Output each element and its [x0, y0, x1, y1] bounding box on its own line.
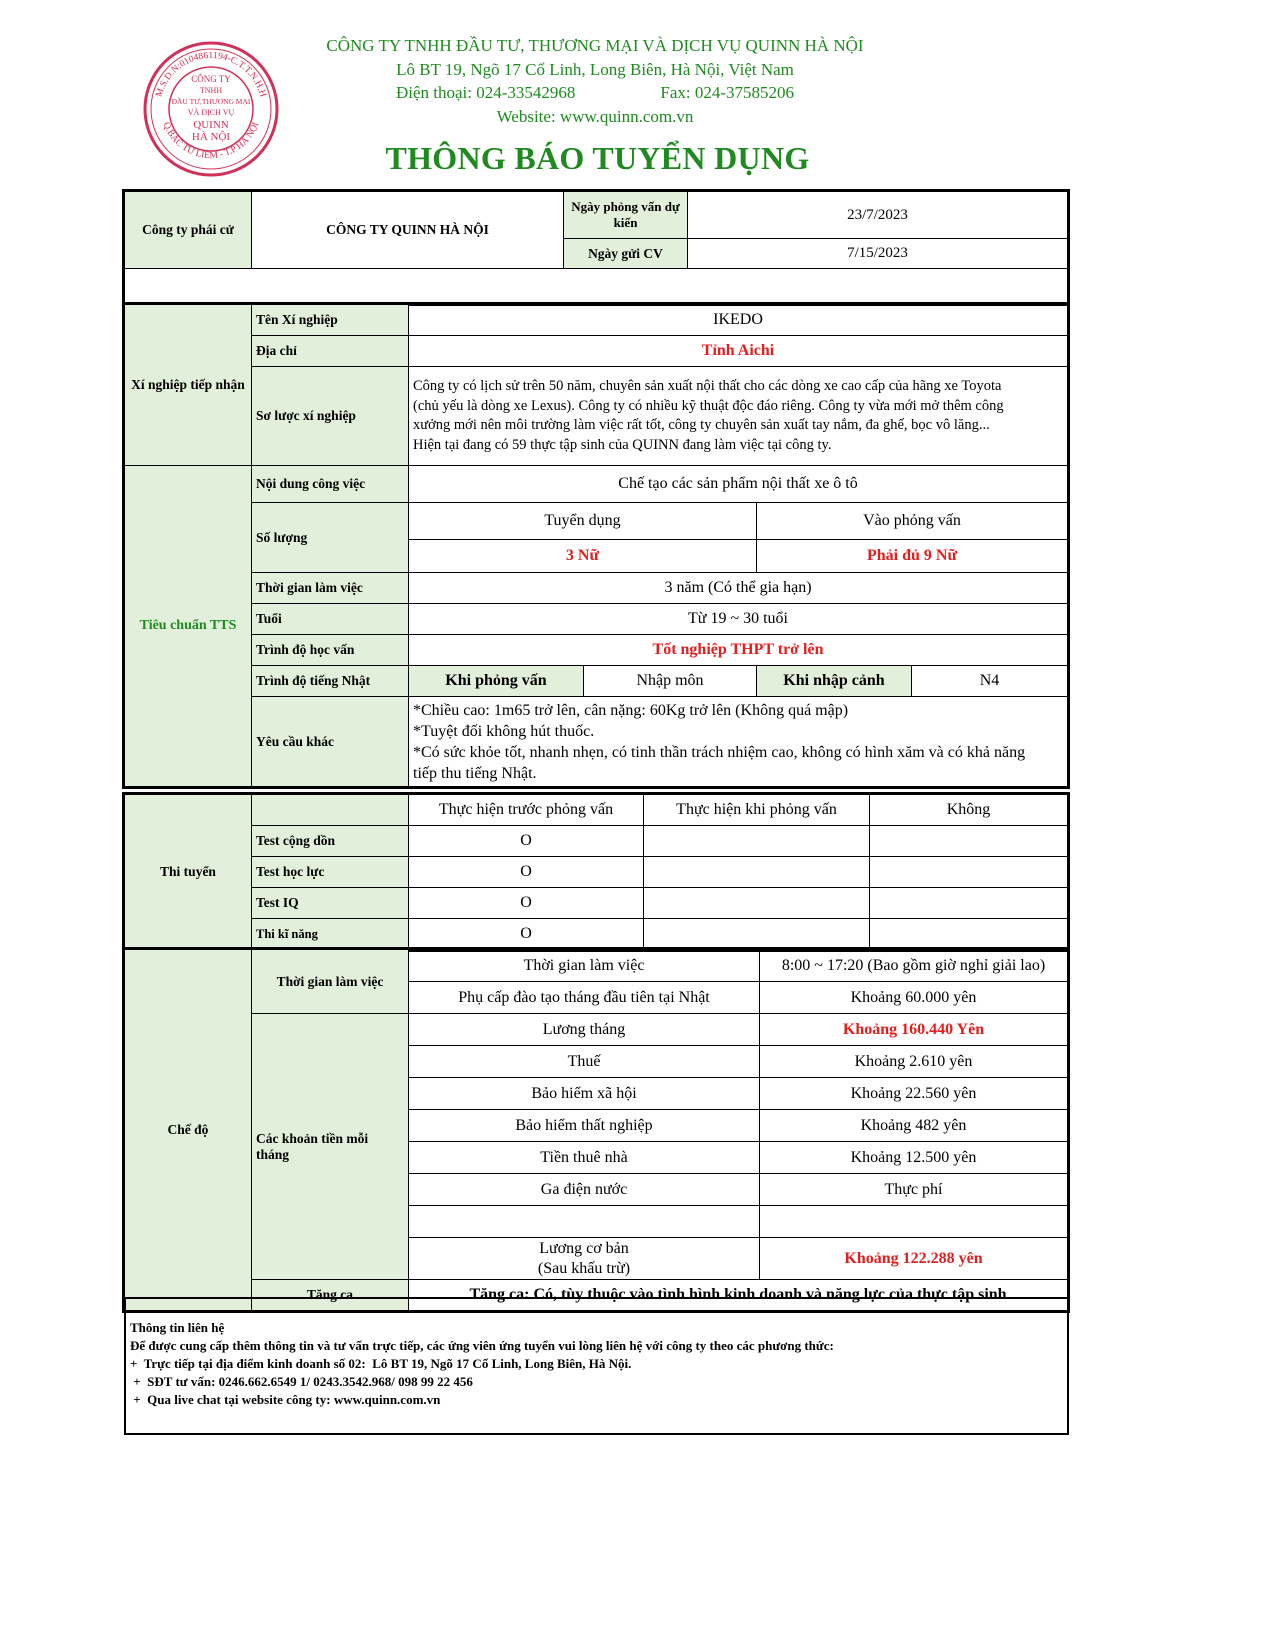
- net-salary-label: [409, 1238, 760, 1280]
- company-header: [280, 34, 910, 128]
- exam-row-label: Test học lực: [252, 857, 409, 888]
- jp-entry-value: N4: [912, 666, 1068, 697]
- stamp-ring-text: M.S.D.N:0104861194-C.T.T.N.H.H: [154, 50, 268, 99]
- work-time-section-label: Thời gian làm việc: [252, 950, 409, 1014]
- enterprise-table: [124, 304, 1068, 787]
- deduction-value: [760, 1206, 1068, 1238]
- stamp-bottom-text: Q.BẮC TỪ LIÊM - T.P HÀ NỘI: [160, 120, 262, 162]
- summary-line: Công ty có lịch sử trên 50 năm, chuyên sản xuất nội thất cho các dòng xe cao cấp của hãng xe Toyota: [413, 378, 1002, 394]
- exam-header-blank: [252, 795, 409, 826]
- company-address: Lô BT 19, Ngõ 17 Cổ Linh, Long Biên, Hà Nội, Việt Nam: [396, 59, 794, 79]
- cv-date: 7/15/2023: [688, 239, 1068, 269]
- enterprise-name-label: Tên Xí nghiệp: [252, 305, 409, 336]
- contact-line: + Trực tiếp tại địa điểm kinh doanh số 02: Lô BT 19, Ngõ 17 Cổ Linh, Long Biên, Hà Nội.: [130, 1356, 632, 1371]
- exam-row-label: Thi kĩ năng: [252, 919, 409, 950]
- stamp-line: ĐẦU TƯ,THƯƠNG MẠI: [171, 97, 251, 106]
- net-salary-value: Khoảng 122.288 yên: [760, 1238, 1068, 1280]
- recruit-label: Tuyển dụng: [409, 503, 757, 540]
- japanese-label: Trình độ tiếng Nhật: [252, 666, 409, 697]
- exam-section-label: Thi tuyển: [125, 795, 252, 950]
- cv-date-label: Ngày gửi CV: [564, 239, 688, 269]
- enterprise-name: IKEDO: [409, 305, 1068, 336]
- exam-col-during: Thực hiện khi phỏng vấn: [644, 795, 870, 826]
- job-label: Nội dung công việc: [252, 466, 409, 503]
- company-phone-fax: [280, 81, 910, 105]
- overtime-label: Tăng ca: [252, 1280, 409, 1311]
- contact-title: Thông tin liên hệ: [130, 1320, 225, 1335]
- jp-interview-label: Khi phỏng vấn: [409, 666, 584, 697]
- deduction-label: Bảo hiểm xã hội: [409, 1078, 760, 1110]
- exam-col-before: Thực hiện trước phỏng vấn: [409, 795, 644, 826]
- exam-table: [124, 794, 1068, 950]
- exam-cell: O: [409, 826, 644, 857]
- stamp-line: TNHH: [199, 86, 223, 95]
- exam-cell: [870, 919, 1068, 950]
- deduction-value: Khoảng 22.560 yên: [760, 1078, 1068, 1110]
- deduction-label: Tiền thuê nhà: [409, 1142, 760, 1174]
- exam-cell: [870, 857, 1068, 888]
- monthly-section-label: Các khoản tiền mỗi tháng: [252, 1014, 409, 1280]
- other-requirements-label: Yêu cầu khác: [252, 697, 409, 787]
- age-label: Tuổi: [252, 604, 409, 635]
- deduction-value: Thực phí: [760, 1174, 1068, 1206]
- interview-count-value: Phải đủ 9 Nữ: [757, 540, 1068, 573]
- exam-row-label: Test cộng dồn: [252, 826, 409, 857]
- requirement-line: tiếp thu tiếng Nhật.: [413, 764, 537, 782]
- enterprise-address: Tỉnh Aichi: [409, 336, 1068, 367]
- net-salary-label-line: Lương cơ bản: [539, 1239, 629, 1257]
- exam-cell: O: [409, 919, 644, 950]
- education-label: Trình độ học vấn: [252, 635, 409, 666]
- stamp-line: CÔNG TY: [191, 74, 231, 84]
- exam-cell: [870, 826, 1068, 857]
- contact-box: [124, 1297, 1069, 1435]
- interview-date-label: Ngày phỏng vấn dự kiến: [564, 192, 688, 239]
- recruit-value: 3 Nữ: [409, 540, 757, 573]
- enterprise-address-label: Địa chỉ: [252, 336, 409, 367]
- summary-line: Hiện tại đang có 59 thực tập sinh của QUINN đang làm việc tại công ty.: [413, 436, 832, 453]
- summary-line: xưởng mới nên môi trường làm việc rất tốt, công ty chuyên sản xuất tay nắm, đa ghế, bọc vô lăng...: [413, 417, 990, 433]
- education-value: Tốt nghiệp THPT trở lên: [409, 635, 1068, 666]
- company-phone: Điện thoại: 024-33542968: [395, 83, 576, 102]
- interview-count-label: Vào phỏng vấn: [757, 503, 1068, 540]
- page-title: THÔNG BÁO TUYỂN DỤNG: [385, 140, 810, 176]
- deduction-value: Khoảng 2.610 yên: [760, 1046, 1068, 1078]
- contact-line: + SĐT tư vấn: 0246.662.6549 1/ 0243.3542.968/ 098 99 22 456: [130, 1374, 473, 1389]
- stamp-line: VÀ DỊCH VỤ: [187, 108, 235, 117]
- benefit-label: Thời gian làm việc: [409, 950, 760, 982]
- company-name: CÔNG TY TNHH ĐẦU TƯ, THƯƠNG MẠI VÀ DỊCH VỤ QUINN HÀ NỘI: [326, 36, 864, 55]
- deduction-label: Thuế: [409, 1046, 760, 1078]
- other-requirements: [409, 697, 1068, 787]
- contact-line[interactable]: + Qua live chat tại website công ty: www.quinn.com.vn: [130, 1392, 441, 1407]
- requirement-line: *Tuyệt đối không hút thuốc.: [413, 722, 595, 740]
- criteria-section-label: Tiêu chuẩn TTS: [125, 466, 252, 787]
- duration-value: 3 năm (Có thể gia hạn): [409, 573, 1068, 604]
- dispatch-value: CÔNG TY QUINN HÀ NỘI: [252, 192, 564, 269]
- requirement-line: *Có sức khỏe tốt, nhanh nhẹn, có tinh thần trách nhiệm cao, không có hình xăm và có khả năng: [413, 743, 1026, 761]
- deduction-label: Bảo hiểm thất nghiệp: [409, 1110, 760, 1142]
- enterprise-section-label: Xí nghiệp tiếp nhận: [125, 305, 252, 466]
- age-value: Từ 19 ~ 30 tuổi: [409, 604, 1068, 635]
- exam-cell: O: [409, 888, 644, 919]
- job-value: Chế tạo các sản phẩm nội thất xe ô tô: [409, 466, 1068, 503]
- dispatch-table: [124, 191, 1068, 304]
- company-website[interactable]: Website: www.quinn.com.vn: [496, 106, 694, 126]
- exam-cell: O: [409, 857, 644, 888]
- exam-row-label: Test IQ: [252, 888, 409, 919]
- net-salary-label-line: (Sau khấu trừ): [537, 1259, 631, 1277]
- stamp-line: QUINN: [193, 119, 229, 131]
- duration-label: Thời gian làm việc: [252, 573, 409, 604]
- exam-cell: [644, 826, 870, 857]
- deduction-label: Ga điện nước: [409, 1174, 760, 1206]
- stamp-line: HÀ NỘI: [191, 131, 231, 143]
- requirement-line: *Chiều cao: 1m65 trở lên, cân nặng: 60Kg trở lên (Không quá mập): [413, 701, 849, 719]
- benefit-value: Khoảng 60.000 yên: [760, 982, 1068, 1014]
- company-fax: Fax: 024-37585206: [660, 83, 795, 102]
- spacer-row: [125, 269, 1068, 304]
- deduction-value: Khoảng 12.500 yên: [760, 1142, 1068, 1174]
- interview-date: 23/7/2023: [688, 192, 1068, 239]
- enterprise-summary-label: Sơ lược xí nghiệp: [252, 367, 409, 466]
- dispatch-label: Công ty phái cử: [125, 192, 252, 269]
- benefit-value: 8:00 ~ 17:20 (Bao gồm giờ nghỉ giải lao): [760, 950, 1068, 982]
- enterprise-summary: [409, 367, 1068, 466]
- deduction-value: Khoảng 482 yên: [760, 1110, 1068, 1142]
- exam-col-none: Không: [870, 795, 1068, 826]
- summary-line: (chủ yếu là dòng xe Lexus). Công ty có nhiều kỹ thuật độc đáo riêng. Công ty vừa mới mở thêm công: [413, 397, 1004, 414]
- overtime-value: Tăng ca: Có, tùy thuộc vào tình hình kinh doanh và năng lực của thực tập sinh: [409, 1280, 1068, 1311]
- salary-label: Lương tháng: [409, 1014, 760, 1046]
- deduction-label: [409, 1206, 760, 1238]
- jp-interview-value: Nhập môn: [584, 666, 757, 697]
- exam-cell: [644, 919, 870, 950]
- benefits-table: [124, 949, 1068, 1311]
- quantity-label: Số lượng: [252, 503, 409, 573]
- exam-cell: [644, 888, 870, 919]
- contact-intro: Để được cung cấp thêm thông tin và tư vấn trực tiếp, các ứng viên ứng tuyển vui lòng liên hệ với công ty theo các phương thức:: [130, 1338, 834, 1353]
- exam-cell: [644, 857, 870, 888]
- exam-cell: [870, 888, 1068, 919]
- benefit-label: Phụ cấp đào tạo tháng đầu tiên tại Nhật: [409, 982, 760, 1014]
- salary-value: Khoảng 160.440 Yên: [760, 1014, 1068, 1046]
- jp-entry-label: Khi nhập cảnh: [757, 666, 912, 697]
- benefits-section-label: Chế độ: [125, 950, 252, 1311]
